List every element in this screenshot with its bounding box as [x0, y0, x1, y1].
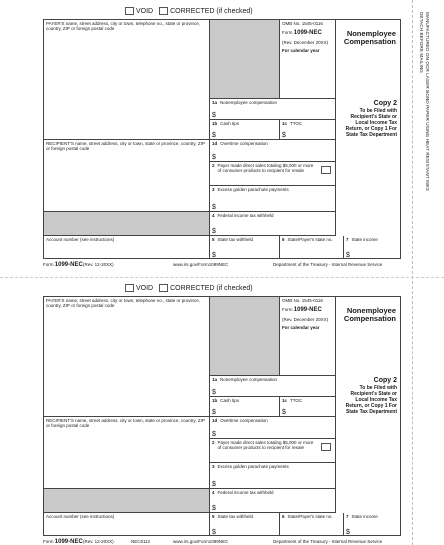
footer-url: www.irs.gov/Form1099NEC: [173, 262, 229, 267]
recipient-box[interactable]: [44, 417, 210, 489]
box-1c-num: 1c: [282, 398, 288, 403]
box-5-num: 5: [212, 514, 215, 519]
box-1a-label: Nonemployee compensation: [220, 377, 278, 382]
manufactured-text: MANUFACTURED ON OCR LASER BOND PAPER USING HEAT RESISTANT INKS: [425, 12, 430, 192]
shaded-area: [210, 20, 280, 99]
copy-info: [340, 100, 397, 138]
void-label: VOID: [136, 7, 154, 15]
box-4-num: 4: [212, 213, 215, 218]
box-6-num: 6: [282, 514, 285, 519]
omb-box: [280, 20, 336, 99]
box-3-label: Excess golden parachute payments: [217, 464, 289, 469]
account-label: Account number (see instructions): [46, 237, 115, 242]
box-1b[interactable]: [210, 120, 280, 140]
footer-form: [43, 539, 83, 545]
account-box[interactable]: [44, 513, 210, 536]
footer-form: [43, 262, 83, 268]
recipient-box[interactable]: [44, 140, 210, 212]
box-5-num: 5: [212, 237, 215, 242]
rev-date: (Rev. December 20XX): [282, 40, 329, 45]
recipient-label: RECIPIENT'S name, street address, city or town, state or province, country, ZIP or foreign postal code: [46, 141, 205, 151]
void-checkbox[interactable]: [125, 284, 134, 292]
calendar-year: For calendar year: [282, 48, 320, 53]
footer-rev: (Rev. 12-20XX): [83, 539, 114, 544]
detach-text: DETACH BEFORE MAILING: [419, 12, 424, 73]
box-1a-num: 1a: [212, 100, 218, 105]
payer-label: PAYER'S name, street address, city or town, telephone no., state or province, country, ZIP or foreign postal code: [46, 21, 201, 31]
box-2-checkbox[interactable]: [321, 166, 331, 174]
form-label: Form: [282, 307, 293, 312]
dollar-sign: $: [212, 132, 216, 139]
box-1d[interactable]: [210, 417, 336, 439]
form-title: [336, 30, 396, 46]
box-7-label: State income: [351, 514, 378, 519]
box-1a-num: 1a: [212, 377, 218, 382]
void-checkbox[interactable]: [125, 7, 134, 15]
box-1a-label: Nonemployee compensation: [220, 100, 278, 105]
box-1b[interactable]: [210, 397, 280, 417]
box-5-label: State tax withheld: [217, 514, 254, 519]
dollar-sign: $: [346, 252, 350, 259]
box-4-label: Federal income tax withheld: [217, 490, 274, 495]
calendar-year: For calendar year: [282, 325, 320, 330]
box-3[interactable]: [210, 186, 336, 212]
payer-box[interactable]: [44, 20, 210, 140]
box-3-num: 3: [212, 464, 215, 469]
omb-number: OMB No. 1545-0116: [282, 21, 323, 26]
copy-title: Copy 2: [373, 377, 397, 384]
corrected-label: CORRECTED (if checked): [170, 7, 253, 15]
copy-title: Copy 2: [373, 100, 397, 107]
form-grid: [43, 19, 401, 259]
form-label: Form: [282, 30, 293, 35]
shaded-area: [210, 297, 280, 376]
box-5-label: State tax withheld: [217, 237, 254, 242]
box-6-label: State/Payer's state no.: [287, 514, 333, 519]
void-label: VOID: [136, 284, 154, 292]
box-1b-label: Cash tips: [220, 398, 240, 403]
dollar-sign: $: [282, 409, 286, 416]
box-1c[interactable]: [280, 397, 336, 417]
box-1c[interactable]: [280, 120, 336, 140]
shaded-area: [44, 212, 210, 236]
box-2-label: Payer made direct sales totaling $5,000 or more of consumer products to recipient for resale: [217, 440, 314, 450]
box-4-num: 4: [212, 490, 215, 495]
box-1c-label: TTOC: [290, 121, 303, 126]
box-2-label: Payer made direct sales totaling $5,000 or more of consumer products to recipient for resale: [217, 163, 314, 173]
box-2-checkbox[interactable]: [321, 443, 331, 451]
box-6-label: State/Payer's state no.: [287, 237, 333, 242]
box-1d-num: 1d: [212, 418, 218, 423]
box-1c-num: 1c: [282, 121, 288, 126]
footer-code: NEC5112: [131, 539, 151, 544]
box-1a[interactable]: [210, 99, 336, 120]
account-label: Account number (see instructions): [46, 514, 115, 519]
omb-number: OMB No. 1545-0116: [282, 298, 323, 303]
copy-info: [340, 377, 397, 415]
recipient-label: RECIPIENT'S name, street address, city or town, state or province, country, ZIP or foreign postal code: [46, 418, 205, 428]
title-line-1: Nonemployee: [346, 306, 396, 315]
box-2-num: 2: [212, 440, 215, 445]
dollar-sign: $: [212, 529, 216, 536]
dollar-sign: $: [212, 389, 216, 396]
title-line-1: Nonemployee: [346, 29, 396, 38]
corrected-checkbox[interactable]: [159, 7, 168, 15]
box-7-label: State income: [351, 237, 378, 242]
payer-label: PAYER'S name, street address, city or town, telephone no., state or province, country, ZIP or foreign postal code: [46, 298, 201, 308]
payer-box[interactable]: [44, 297, 210, 417]
footer-form-number: 1099-NEC: [54, 539, 83, 545]
dollar-sign: $: [212, 409, 216, 416]
footer-rev: (Rev. 12-20XX): [83, 262, 114, 267]
footer-dept: Department of the Treasury - Internal Revenue Service: [273, 262, 383, 267]
status-checkboxes: [125, 6, 259, 16]
footer-dept: Department of the Treasury - Internal Revenue Service: [273, 539, 383, 544]
box-2[interactable]: [210, 162, 336, 186]
box-6[interactable]: [280, 513, 344, 536]
box-1b-num: 1b: [212, 398, 218, 403]
form-number: 1099-NEC: [293, 307, 322, 313]
dollar-sign: $: [212, 431, 216, 438]
form-footer: [43, 262, 401, 268]
box-1d[interactable]: [210, 140, 336, 162]
form-grid: [43, 296, 401, 536]
form-number: 1099-NEC: [293, 30, 322, 36]
title-line-2: Compensation: [343, 37, 396, 46]
omb-box: [280, 297, 336, 376]
box-7[interactable]: [344, 513, 400, 536]
form-title: [336, 307, 396, 323]
title-line-2: Compensation: [343, 314, 396, 323]
box-1d-label: Overtime compensation: [220, 418, 268, 423]
dollar-sign: $: [212, 228, 216, 235]
dollar-sign: $: [212, 481, 216, 488]
box-5[interactable]: [210, 513, 280, 536]
box-3-num: 3: [212, 187, 215, 192]
copy-desc: To be Filed with Recipient's State or Local Income Tax Return, or Copy 1 For State Tax Department: [345, 385, 397, 415]
box-2[interactable]: [210, 439, 336, 463]
dollar-sign: $: [212, 252, 216, 259]
box-2-num: 2: [212, 163, 215, 168]
dollar-sign: $: [212, 505, 216, 512]
rev-date: (Rev. December 20XX): [282, 317, 329, 322]
box-7-num: 7: [346, 237, 349, 242]
box-4[interactable]: [210, 212, 336, 236]
shaded-area: [44, 489, 210, 513]
dollar-sign: $: [282, 132, 286, 139]
corrected-checkbox[interactable]: [159, 284, 168, 292]
box-1d-num: 1d: [212, 141, 218, 146]
box-6-num: 6: [282, 237, 285, 242]
box-6[interactable]: [280, 236, 344, 259]
dollar-sign: $: [346, 529, 350, 536]
footer-form-word: Form: [43, 539, 54, 544]
box-1b-num: 1b: [212, 121, 218, 126]
account-box[interactable]: [44, 236, 210, 259]
box-3-label: Excess golden parachute payments: [217, 187, 289, 192]
side-text: [412, 10, 440, 270]
box-1a[interactable]: [210, 376, 336, 397]
dollar-sign: $: [212, 154, 216, 161]
box-1b-label: Cash tips: [220, 121, 240, 126]
box-3[interactable]: [210, 463, 336, 489]
form-footer: [43, 539, 401, 545]
tear-line: [0, 277, 444, 278]
status-checkboxes: [125, 283, 259, 293]
box-5[interactable]: [210, 236, 280, 259]
dollar-sign: $: [212, 204, 216, 211]
box-7[interactable]: [344, 236, 400, 259]
copy-desc: To be Filed with Recipient's State or Local Income Tax Return, or Copy 1 For State Tax Department: [345, 108, 397, 138]
box-1c-label: TTOC: [290, 398, 303, 403]
footer-form-number: 1099-NEC: [54, 262, 83, 268]
footer-form-word: Form: [43, 262, 54, 267]
box-7-num: 7: [346, 514, 349, 519]
corrected-label: CORRECTED (if checked): [170, 284, 253, 292]
dollar-sign: $: [212, 112, 216, 119]
footer-url: www.irs.gov/Form1099NEC: [173, 539, 229, 544]
box-4-label: Federal income tax withheld: [217, 213, 274, 218]
box-1d-label: Overtime compensation: [220, 141, 268, 146]
box-4[interactable]: [210, 489, 336, 513]
